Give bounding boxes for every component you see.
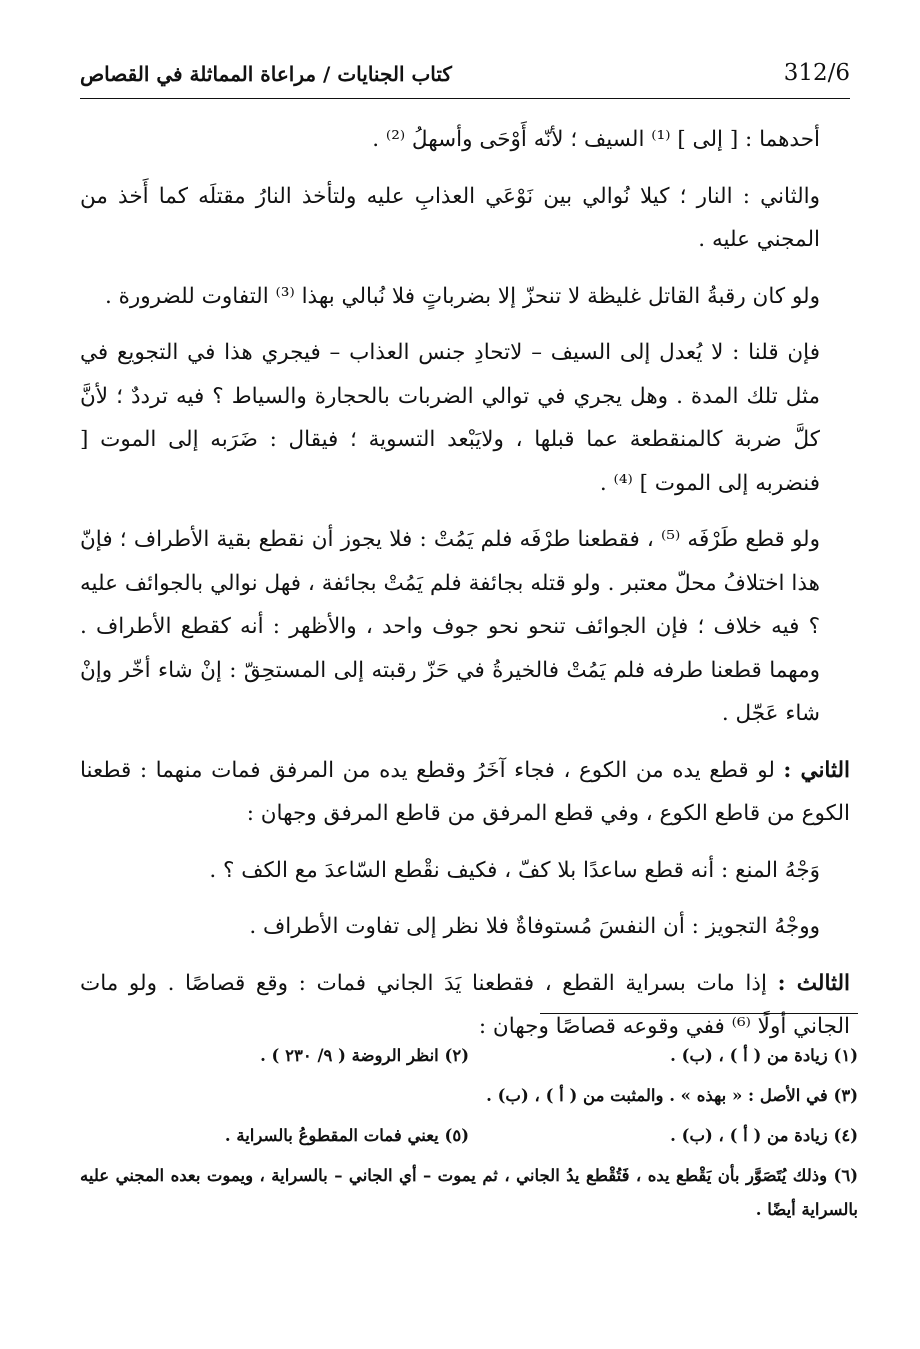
footnote-6: (٦) وذلك يُتَصَوَّر بأن يَقْطع يده ، فَتُقْطع يدُ الجاني ، ثم يموت – أي الجاني – بالسراية ، ويموت بعده المجني عليه بالسراية أيضًا . xyxy=(80,1166,858,1219)
footnote-2: (٢) انظر الروضة ( ٩/ ٢٣٠ ) . xyxy=(260,1046,469,1065)
footnote-row xyxy=(80,1076,858,1116)
running-header xyxy=(80,58,850,99)
running-title: كتاب الجنايات / مراعاة المماثلة في القصاص xyxy=(80,62,452,86)
paragraph-7: وَجْهُ المنع : أنه قطع ساعدًا بلا كفّ ، فكيف نقْطع السّاعدَ مع الكف ؟ . xyxy=(209,857,820,883)
section-lead-third: الثالث : xyxy=(777,970,851,996)
main-text xyxy=(80,118,850,1062)
paragraph-1: أحدهما : [ إلى ] ⁽¹⁾ السيف ؛ لأنّه أَوْحَى وأسهلُ ⁽²⁾ . xyxy=(372,127,820,152)
footnote-separator xyxy=(540,1013,858,1014)
footnote-5: (٥) يعني فمات المقطوعُ بالسراية . xyxy=(224,1126,469,1145)
paragraph-3: ولو كان رقبةُ القاتل غليظة لا تنحزّ إلا بضرباتٍ فلا نُبالي بهذا ⁽³⁾ التفاوت للضرورة . xyxy=(104,283,820,309)
paragraph-6 xyxy=(80,749,850,836)
paragraph-6-text: لو قطع يده من الكوع ، فجاء آخَرُ وقطع يده من المرفق فمات منهما : قطعنا الكوع من قاطع الكوع ، وفي قطع المرفق من قاطع المرفق وجهان : xyxy=(80,757,850,826)
paragraph-8: ووجْهُ التجويز : أن النفسَ مُستوفاةٌ فلا نظر إلى تفاوت الأطراف . xyxy=(249,914,820,939)
footnote-row xyxy=(80,1116,858,1156)
footnotes xyxy=(80,1036,858,1227)
footnote-3: (٣) في الأصل : « بهذه » . والمثبت من ( أ ) ، (ب) . xyxy=(486,1086,858,1105)
paragraph-9-text: إذا مات بسراية القطع ، فقطعنا يَدَ الجاني فمات : وقع قصاصًا . ولو مات الجاني أولًا ⁽⁶⁾ ففي وقوعه قصاصًا وجهان : xyxy=(80,970,850,1039)
footnote-1: (١) زيادة من ( أ ) ، (ب) . xyxy=(670,1046,858,1065)
page-number: 312/6 xyxy=(783,60,850,86)
section-lead-second: الثاني : xyxy=(783,757,850,783)
footnote-4: (٤) زيادة من ( أ ) ، (ب) . xyxy=(670,1126,858,1145)
paragraph-2: والثاني : النار ؛ كيلا نُوالي بين نَوْعَي العذابِ عليه ولتأخذ النارُ مقتلَه كما أَخذ من المجني عليه . xyxy=(80,183,820,252)
paragraph-5: ولو قطع طَرْفَه ⁽⁵⁾ ، فقطعنا طرْفَه فلم يَمُتْ : فلا يجوز أن نقطع بقية الأطراف ؛ فإنّ هذا اختلافُ محلّ معتبر . ولو قتله بجائفة فلم يَمُتْ بجائفة ، فهل نوالي بالجوائف عليه ؟ فيه خلاف ؛ فإن الجوائف تنحو نحو جوف واحد ، والأظهر : أنه كقطع الأطراف . ومهما قطعنا طرفه فلم يَمُتْ فالخيرةُ في حَزّ رقبته إلى المستحِقّ : إنْ شاء أخّر وإنْ شاء عَجّل . xyxy=(80,527,820,726)
paragraph-4: فإن قلنا : لا يُعدل إلى السيف – لاتحادِ جنس العذاب – فيجري هذا في التجويع في مثل تلك المدة . وهل يجري في توالي الضربات بالحجارة والسياط ؟ فيه ترددٌ ؛ لأنَّ كلَّ ضربة كالمنقطعة عما قبلها ، ولايَبْعد التسوية ؛ فيقال : ضَرَبه إلى الموت [ فنضربه إلى الموت ] ⁽⁴⁾ . xyxy=(80,340,820,496)
footnote-row xyxy=(80,1036,858,1076)
